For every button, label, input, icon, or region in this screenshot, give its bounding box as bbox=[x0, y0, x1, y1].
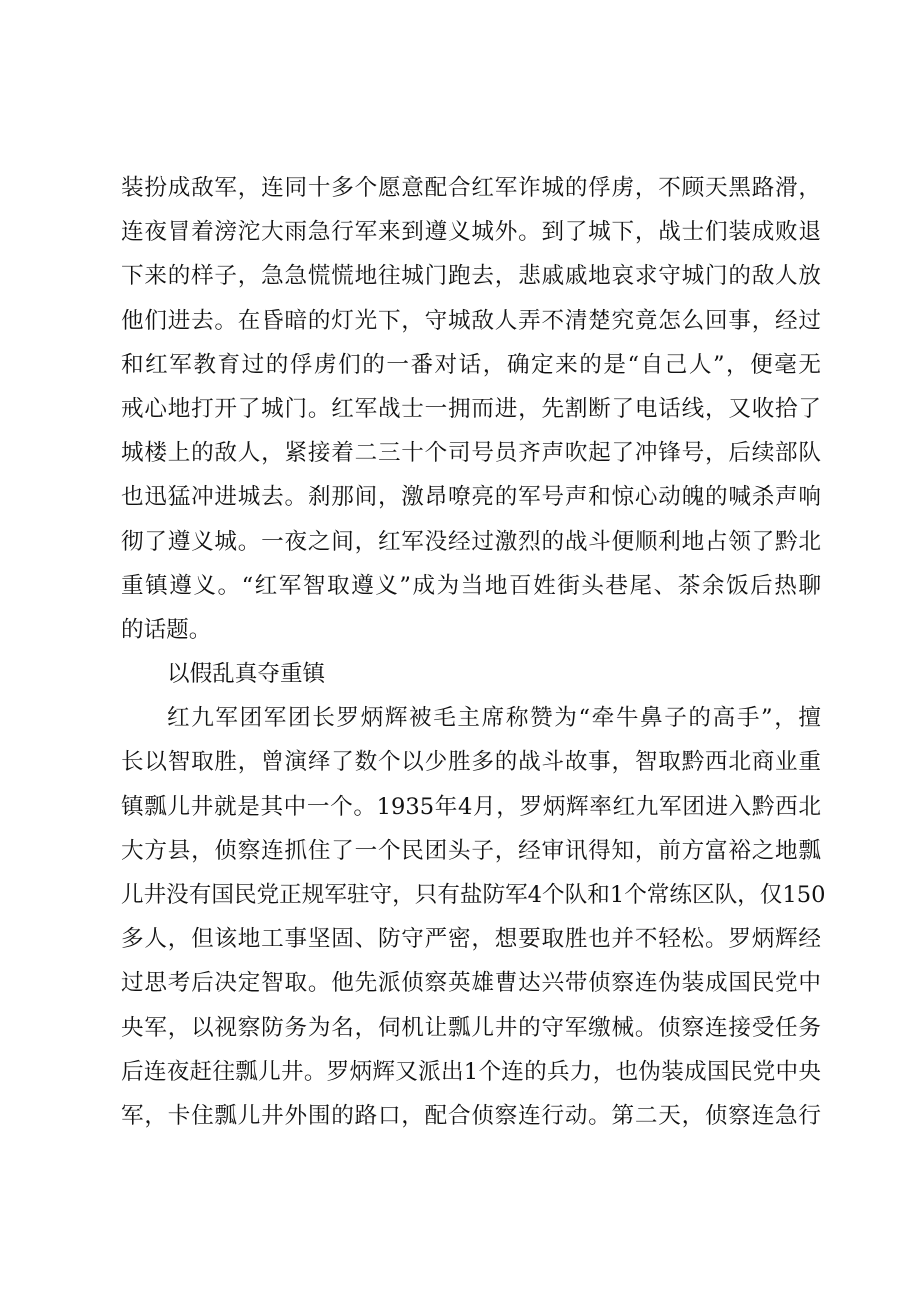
text-line: 央军，以视察防务为名，伺机让瓢儿井的守军缴械。侦察连接受任务 bbox=[121, 1014, 821, 1041]
text-line: 多人，但该地工事坚固、防守严密，想要取胜也并不轻松。罗炳辉经 bbox=[121, 926, 821, 953]
paragraph-2 bbox=[121, 696, 826, 1138]
text-line: 儿井没有国民党正规军驻守，只有盐防军4个队和1个常练区队，仅150 bbox=[121, 882, 826, 908]
text-line: 装扮成敌军，连同十多个愿意配合红军诈城的俘虏，不顾天黑路滑， bbox=[121, 175, 821, 201]
text-line: 长以智取胜，曾演绎了数个以少胜多的战斗故事，智取黔西北商业重 bbox=[121, 749, 821, 776]
text-line: 重镇遵义。“红军智取遵义”成为当地百姓街头巷尾、茶余饭后热聊 bbox=[121, 572, 821, 599]
text-line: 下来的样子，急急慌慌地往城门跑去，悲戚戚地哀求守城门的敌人放 bbox=[121, 263, 821, 290]
text-line: 也迅猛冲进城去。刹那间，激昂嘹亮的军号声和惊心动魄的喊杀声响 bbox=[121, 484, 821, 511]
text-line: 他们进去。在昏暗的灯光下，守城敌人弄不清楚究竟怎么回事，经过 bbox=[121, 307, 821, 334]
text-line: 城楼上的敌人，紧接着二三十个司号员齐声吹起了冲锋号，后续部队 bbox=[121, 440, 821, 467]
text-line: 镇瓢儿井就是其中一个。1935年4月，罗炳辉率红九军团进入黔西北 bbox=[121, 793, 821, 820]
text-line: 军，卡住瓢儿井外围的路口，配合侦察连行动。第二天，侦察连急行 bbox=[121, 1102, 821, 1129]
section-heading: 以假乱真夺重镇 bbox=[167, 661, 326, 688]
text-line: 大方县，侦察连抓住了一个民团头子，经审讯得知，前方富裕之地瓢 bbox=[121, 837, 821, 864]
text-line: 连夜冒着滂沱大雨急行军来到遵义城外。到了城下，战士们装成败退 bbox=[121, 219, 821, 246]
paragraph-1 bbox=[121, 166, 821, 652]
body-text bbox=[121, 166, 826, 1138]
text-line: 和红军教育过的俘虏们的一番对话，确定来的是“自己人”，便毫无 bbox=[121, 351, 821, 378]
text-line: 后连夜赶往瓢儿井。罗炳辉又派出1个连的兵力，也伪装成国民党中央 bbox=[121, 1058, 821, 1085]
text-line: 的话题。 bbox=[121, 616, 212, 643]
text-line: 红九军团军团长罗炳辉被毛主席称赞为“牵牛鼻子的高手”，擅 bbox=[167, 705, 821, 732]
text-line: 彻了遵义城。一夜之间，红军没经过激烈的战斗便顺利地占领了黔北 bbox=[121, 528, 821, 555]
text-line: 过思考后决定智取。他先派侦察英雄曹达兴带侦察连伪装成国民党中 bbox=[121, 970, 821, 997]
text-line: 戒心地打开了城门。红军战士一拥而进，先割断了电话线，又收拾了 bbox=[121, 395, 821, 422]
